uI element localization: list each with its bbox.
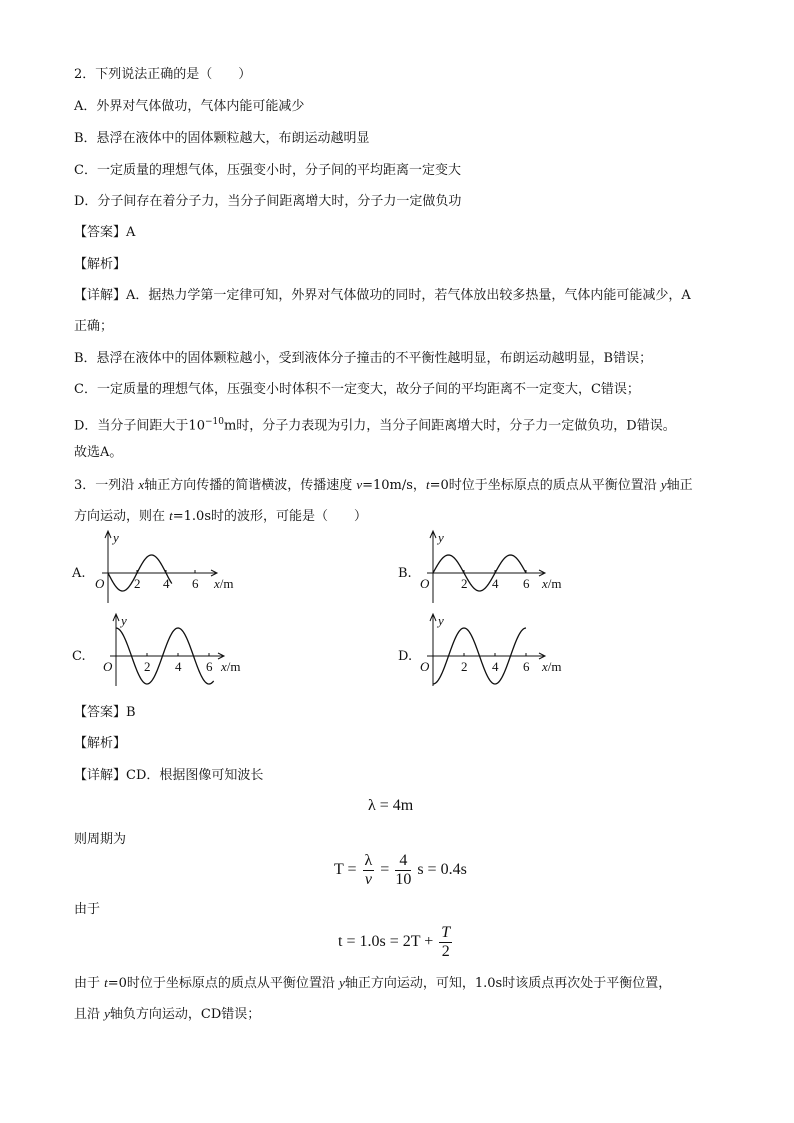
x-tick-label: 2 xyxy=(461,659,468,674)
q3-option-c-label: C. xyxy=(72,649,86,664)
q3-final-text: 且沿 xyxy=(74,1007,105,1022)
q3-stem-line2 xyxy=(74,507,367,526)
q2-detail-d-post: m时，分子力表现为引力，当分子间距离增大时，分子力一定做负功，D错误。 xyxy=(223,418,676,434)
q3-final-text: 由于 xyxy=(74,976,105,991)
eq-den: 10 xyxy=(395,871,412,888)
eq-period-frac2 xyxy=(395,852,411,889)
q2-detail-d-exponent: −10 xyxy=(204,417,224,427)
x-tick-label: 4 xyxy=(492,576,499,591)
q3-answer: 【答案】B xyxy=(74,705,136,720)
q3-stem-var: t xyxy=(425,477,430,492)
y-axis-label: y xyxy=(113,530,119,545)
q3-stem-text: =1.0s时的波形，可能是（ ） xyxy=(172,509,368,524)
q3-stem-var: t xyxy=(169,508,173,523)
eq-time-lhs: t = 1.0s = 2T + xyxy=(338,933,434,951)
x-tick-label: 4 xyxy=(492,659,499,674)
equation-period xyxy=(334,852,467,889)
wave-graph-b xyxy=(415,528,575,608)
q2-detail-c: C．一定质量的理想气体，压强变小时体积不一定变大，故分子间的平均距离不一定变大，C错误； xyxy=(74,382,640,397)
origin-label: O xyxy=(420,659,430,674)
eq-period-rhs: s = 0.4s xyxy=(417,861,467,879)
x-axis-label: x/m xyxy=(542,659,562,674)
q3-final-text: 轴负方向运动，CD错误； xyxy=(109,1007,261,1022)
q2-option-b: B．悬浮在液体中的固体颗粒越大，布朗运动越明显 xyxy=(74,131,370,146)
y-axis-label: y xyxy=(438,613,444,628)
x-tick-label: 2 xyxy=(134,576,141,591)
x-tick-label: 6 xyxy=(192,576,199,591)
q2-answer: 【答案】A xyxy=(74,225,136,240)
wave-graph-d xyxy=(415,611,575,691)
q2-detail-line2: 正确； xyxy=(74,319,114,334)
eq-num: λ xyxy=(364,852,373,869)
x-axis-label: x/m xyxy=(542,576,562,591)
q3-option-b-label: B. xyxy=(398,566,412,581)
wave-graph-c xyxy=(92,611,252,691)
q3-stem-line1 xyxy=(74,476,693,495)
origin-label: O xyxy=(95,576,105,591)
q3-since: 由于 xyxy=(74,902,101,917)
q3-stem-var: v xyxy=(356,477,363,492)
q2-detail-b: B．悬浮在液体中的固体颗粒越小，受到液体分子撞击的不平衡性越明显，布朗运动越明显，B错误； xyxy=(74,351,653,366)
x-tick-label: 6 xyxy=(523,659,530,674)
eq-period-lhs: T = xyxy=(334,861,357,879)
eq-time-frac xyxy=(439,924,452,961)
q2-stem: 2．下列说法正确的是（ ） xyxy=(74,67,252,82)
q2-conclusion: 故选A。 xyxy=(74,445,123,460)
x-axis-label: x/m xyxy=(214,576,234,591)
q3-final-line2 xyxy=(74,1005,260,1024)
q3-period-intro: 则周期为 xyxy=(74,832,127,847)
q2-detail-d-pre: D．当分子间距大于10 xyxy=(74,418,205,434)
x-axis-label: x/m xyxy=(221,659,241,674)
q3-stem-text: 轴正方向传播的简谐横波，传播速度 xyxy=(144,478,357,493)
q3-final-text: 轴正方向运动，可知，1.0s时该质点再次处于平衡位置， xyxy=(344,976,672,991)
q2-analysis-heading: 【解析】 xyxy=(74,257,127,272)
x-tick-label: 4 xyxy=(175,659,182,674)
x-tick-label: 6 xyxy=(206,659,213,674)
y-axis-label: y xyxy=(121,613,127,628)
q3-stem-var: x xyxy=(138,477,145,492)
q2-option-c: C．一定质量的理想气体，压强变小时，分子间的平均距离一定变大 xyxy=(74,163,461,178)
q2-detail-line1: 【详解】A．据热力学第一定律可知，外界对气体做功的同时，若气体放出较多热量，气体内能可能减少，A xyxy=(74,288,691,303)
q3-option-a-label: A. xyxy=(72,566,86,581)
x-tick-label: 2 xyxy=(144,659,151,674)
q3-final-line1 xyxy=(74,974,671,993)
q3-detail-cd: 【详解】CD．根据图像可知波长 xyxy=(74,768,264,783)
q3-stem-text: =0时位于坐标原点的质点从平衡位置沿 xyxy=(429,478,661,493)
q3-final-var: y xyxy=(339,975,345,990)
x-tick-label: 2 xyxy=(461,576,468,591)
x-tick-label: 6 xyxy=(523,576,530,591)
eq-den: 2 xyxy=(441,943,450,960)
origin-label: O xyxy=(103,659,113,674)
q2-detail-d xyxy=(74,413,676,435)
eq-num: T xyxy=(441,924,451,941)
q3-stem-text: 方向运动，则在 xyxy=(74,509,170,524)
q3-stem-text: =10m/s， xyxy=(362,478,426,493)
y-axis-label: y xyxy=(438,530,444,545)
q3-analysis-heading: 【解析】 xyxy=(74,736,127,751)
q3-final-var: y xyxy=(104,1006,110,1021)
q3-option-d-label: D. xyxy=(398,649,413,664)
q3-stem-text: 3．一列沿 xyxy=(74,478,139,493)
equation-time xyxy=(338,924,454,961)
eq-den: v xyxy=(364,871,372,888)
wave-graph-a xyxy=(92,528,242,608)
eq-num: 4 xyxy=(395,852,411,871)
eq-period-equals: = xyxy=(380,861,390,879)
equation-wavelength: λ = 4m xyxy=(368,797,414,814)
origin-label: O xyxy=(420,576,430,591)
q3-final-text: =0时位于坐标原点的质点从平衡位置沿 xyxy=(107,976,340,991)
q3-final-var: t xyxy=(104,975,108,990)
x-tick-label: 4 xyxy=(163,576,170,591)
q3-stem-var: y xyxy=(660,477,667,492)
q3-stem-text: 轴正 xyxy=(666,478,693,493)
q2-option-a: A．外界对气体做功，气体内能可能减少 xyxy=(74,99,305,114)
q2-option-d: D．分子间存在着分子力，当分子间距离增大时，分子力一定做负功 xyxy=(74,194,462,209)
eq-period-frac1 xyxy=(363,852,375,889)
